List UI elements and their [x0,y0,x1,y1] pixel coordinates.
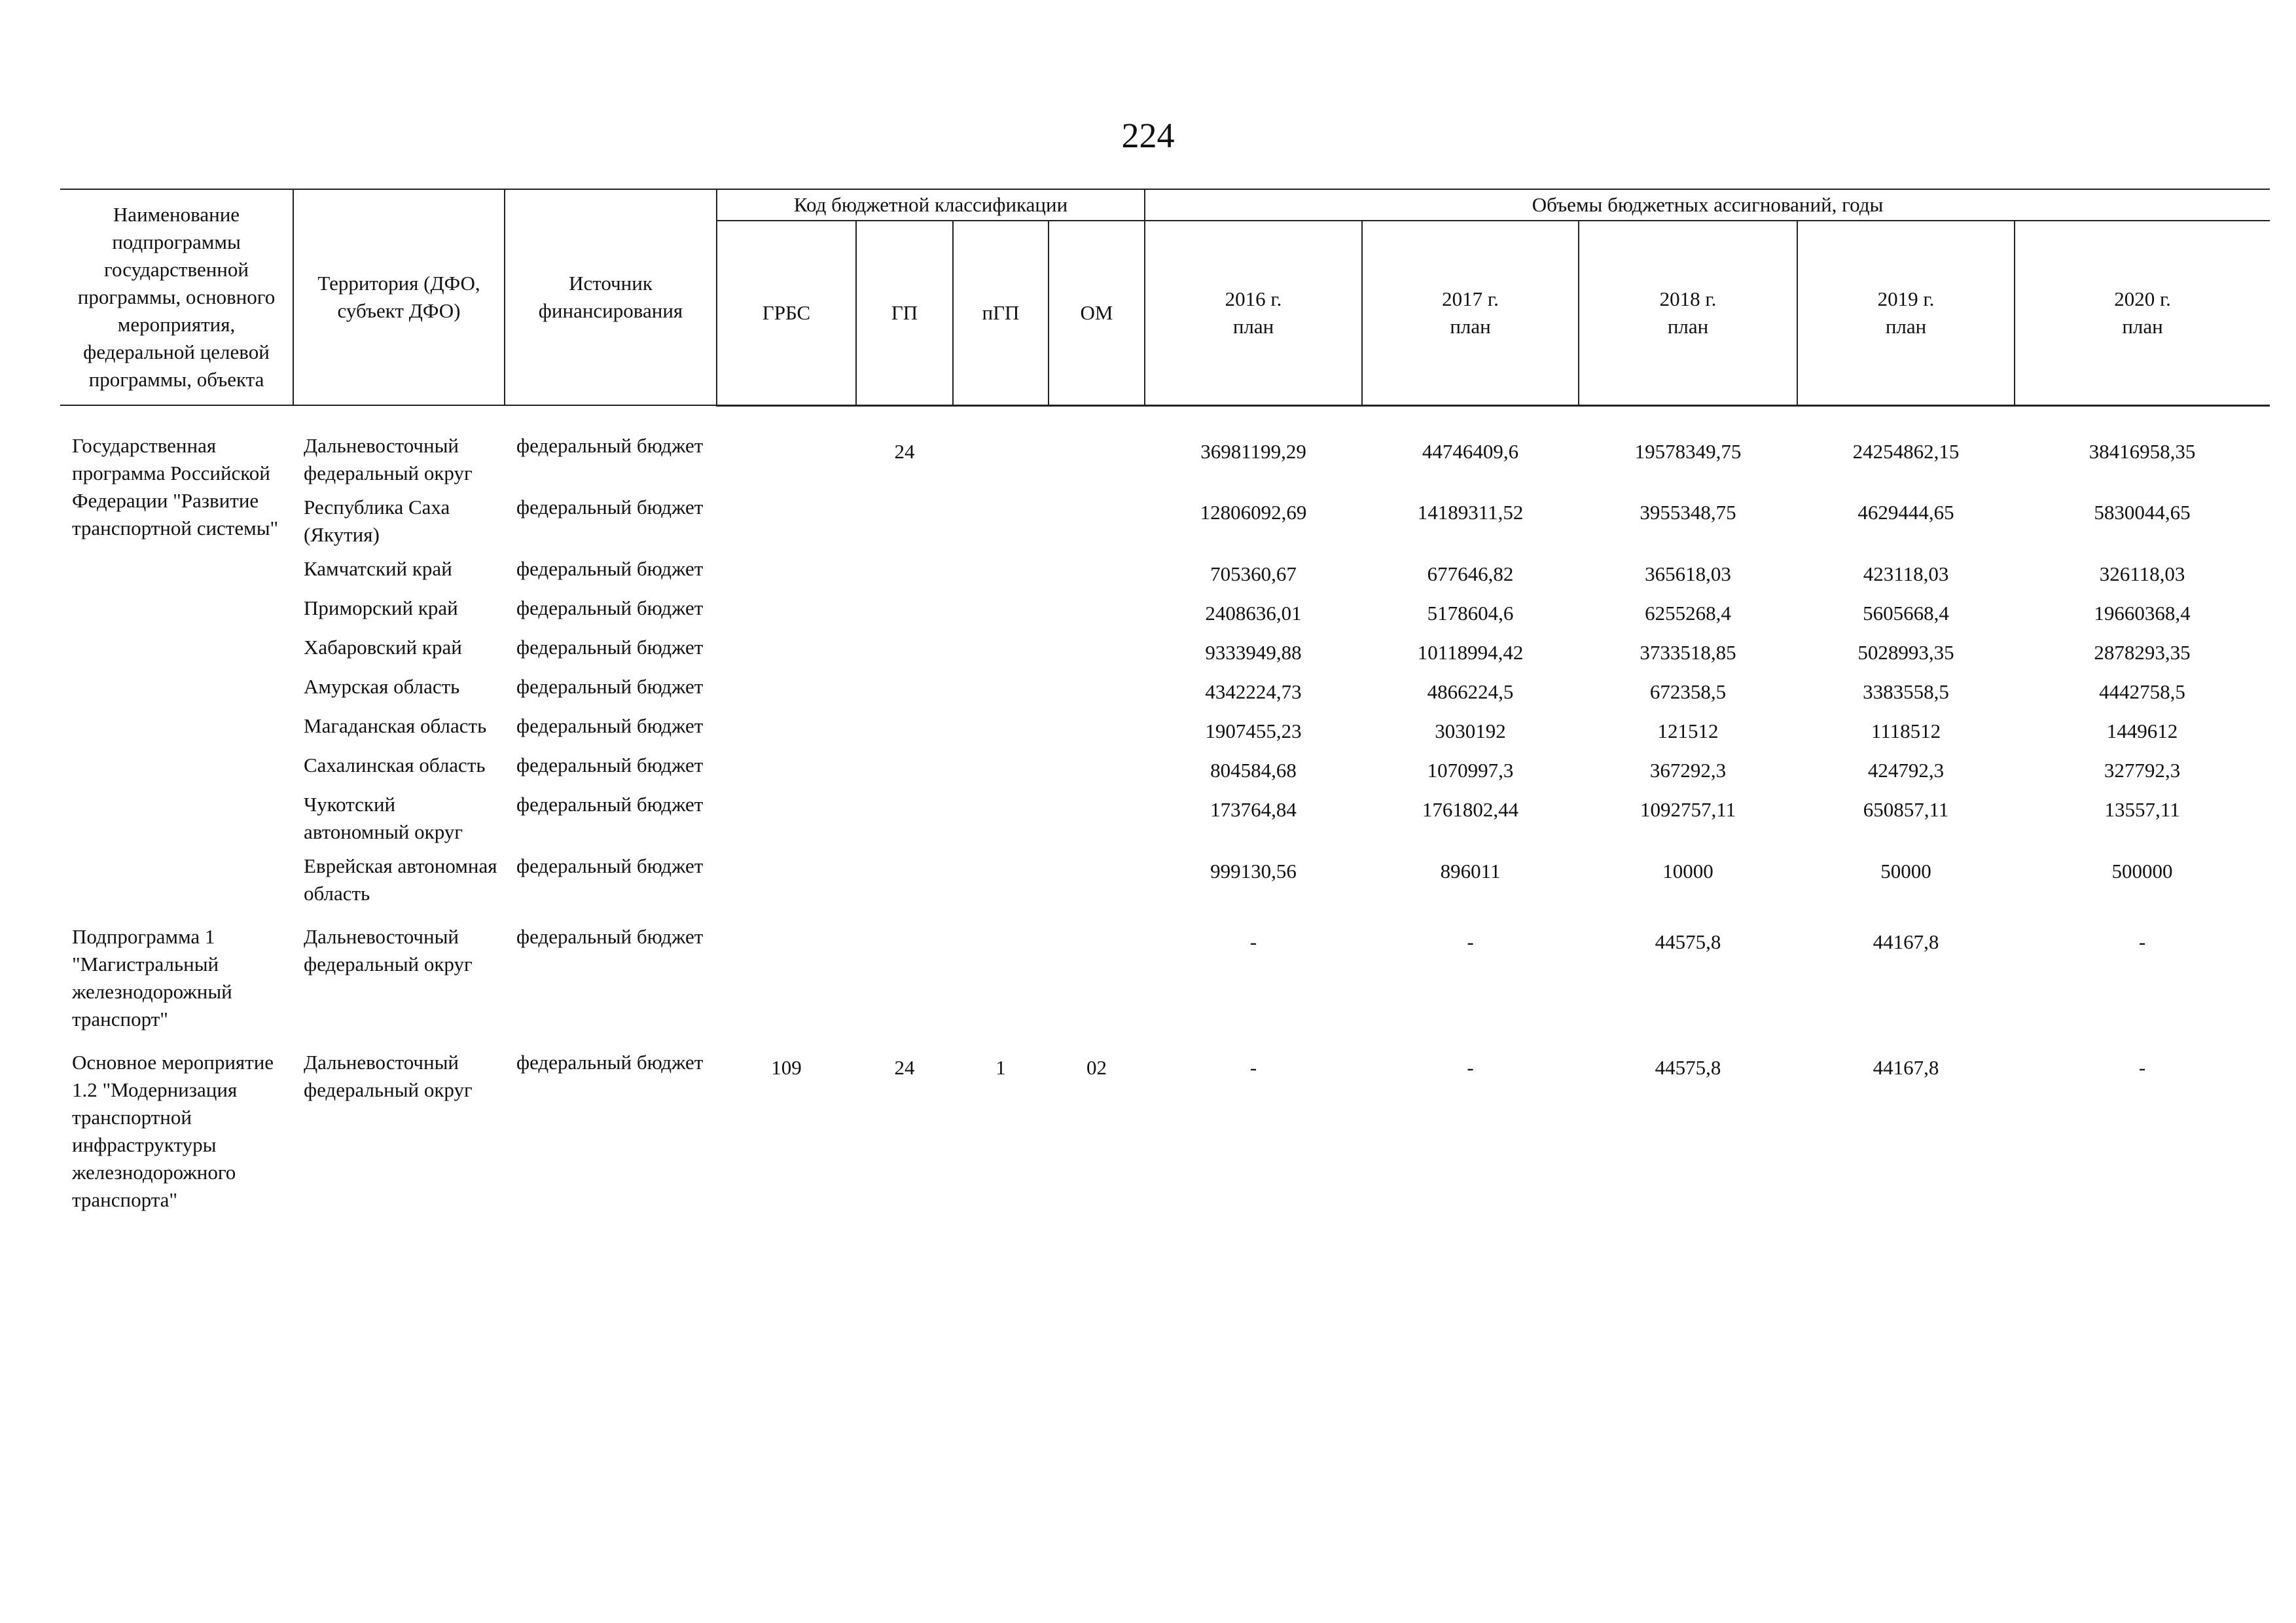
row-value-2018: 365618,03 [1645,562,1731,585]
row-value-2020: - [2138,1056,2146,1079]
row-code-om [1049,914,1145,1040]
row-value-2017: 3030192 [1435,720,1506,742]
row-value-2016: 705360,67 [1210,562,1297,585]
row-value-2016: 173764,84 [1210,798,1297,821]
row-source: федеральный бюджет [516,596,704,619]
row-value-2016: - [1249,930,1257,953]
row-name: Государственная программа Российской Федерации "Развитие транспортной системы" [72,434,279,539]
row-source: федеральный бюджет [516,925,704,948]
row-value-2018: 3733518,85 [1640,641,1736,664]
row-code-pgp: 1 [996,1056,1006,1079]
row-source: федеральный бюджет [516,557,704,580]
row-value-2019: 3383558,5 [1863,680,1949,703]
row-source: федеральный бюджет [516,754,704,776]
row-value-2016: 804584,68 [1210,759,1297,782]
row-value-2018: 367292,3 [1649,759,1727,782]
header-territory: Территория (ДФО, субъект ДФО) [293,189,505,405]
row-name: Подпрограмма 1 "Магистральный железнодорожный транспорт" [72,925,232,1030]
header-code-grbs: ГРБС [717,221,856,405]
row-value-2017: - [1467,1056,1474,1079]
row-source: федеральный бюджет [516,793,704,816]
row-source: федеральный бюджет [516,714,704,737]
row-value-2019: 5028993,35 [1857,641,1954,664]
row-value-2018: 10000 [1662,860,1713,883]
row-value-2019: 650857,11 [1863,798,1949,821]
row-territory: Сахалинская область [304,754,486,776]
row-territory: Дальневосточный федеральный округ [304,1051,473,1101]
row-value-2018: 44575,8 [1655,1056,1721,1079]
row-value-2019: 423118,03 [1863,562,1949,585]
row-territory: Магаданская область [304,714,487,737]
row-value-2019: 1118512 [1871,720,1941,742]
header-name: Наименование подпрограммы государственной программы, основного мероприятия, федеральной целевой программы, объекта [60,189,293,405]
row-value-2020: 19660368,4 [2094,602,2191,625]
row-value-2020: 38416958,35 [2089,439,2196,463]
row-code-gp [856,914,953,1040]
row-value-2016: 36981199,29 [1200,439,1306,463]
row-value-2020: - [2138,930,2146,953]
row-code-gp: 24 [894,439,915,463]
table-row [60,555,2270,594]
row-code-om [1049,405,1145,494]
header-code-group: Код бюджетной классификации [717,189,1145,221]
row-code-om: 02 [1086,1056,1107,1079]
row-value-2016: 999130,56 [1210,860,1297,883]
header-year-2019: 2019 г. план [1797,221,2015,405]
row-territory: Дальневосточный федеральный округ [304,925,473,976]
table-row [60,594,2270,634]
row-value-2018: 6255268,4 [1645,602,1731,625]
row-value-2018: 44575,8 [1655,930,1721,953]
row-value-2020: 2878293,35 [2094,641,2191,664]
row-territory: Амурская область [304,675,460,698]
row-value-2020: 1449612 [2106,720,2178,742]
row-territory: Республика Саха (Якутия) [304,496,450,546]
row-value-2018: 19578349,75 [1634,439,1742,463]
row-value-2016: - [1249,1056,1257,1079]
header-code-pgp: пГП [953,221,1049,405]
row-value-2017: 1070997,3 [1427,759,1514,782]
row-territory: Чукотский автономный округ [304,793,463,843]
row-territory: Хабаровский край [304,636,462,659]
row-value-2018: 1092757,11 [1640,798,1736,821]
row-value-2018: 672358,5 [1649,680,1727,703]
row-value-2019: 5605668,4 [1863,602,1949,625]
row-name: Основное мероприятие 1.2 "Модернизация транспортной инфраструктуры железнодорожного транспорта" [72,1051,274,1211]
row-value-2017: 44746409,6 [1422,439,1519,463]
row-value-2020: 13557,11 [2104,798,2180,821]
row-territory: Камчатский край [304,557,452,580]
row-territory: Приморский край [304,596,458,619]
table-row [60,752,2270,791]
header-code-gp: ГП [856,221,953,405]
row-code-pgp [953,405,1049,494]
row-value-2017: - [1467,930,1474,953]
row-territory: Дальневосточный федеральный округ [304,434,473,484]
row-code-grbs: 109 [771,1056,802,1079]
row-source: федеральный бюджет [516,434,704,457]
row-value-2019: 4629444,65 [1857,501,1954,524]
row-value-2019: 50000 [1880,860,1931,883]
row-value-2017: 896011 [1440,860,1501,883]
row-territory: Еврейская автономная область [304,854,497,905]
header-source: Источник финансирования [505,189,717,405]
header-year-2016: 2016 г. план [1145,221,1362,405]
budget-allocation-table [60,189,2270,1220]
page-number: 224 [1121,116,1175,155]
header-volume-group: Объемы бюджетных ассигнований, годы [1145,189,2270,221]
row-value-2016: 9333949,88 [1205,641,1302,664]
row-value-2016: 4342224,73 [1205,680,1302,703]
header-year-2017: 2017 г. план [1362,221,1579,405]
table-row [60,634,2270,673]
row-source: федеральный бюджет [516,675,704,698]
row-value-2019: 44167,8 [1873,930,1939,953]
row-code-grbs [717,405,856,494]
row-source: федеральный бюджет [516,496,704,519]
row-source: федеральный бюджет [516,1051,704,1074]
table-row [60,673,2270,712]
row-value-2019: 44167,8 [1873,1056,1939,1079]
table-row [60,712,2270,752]
row-value-2020: 4442758,5 [2099,680,2185,703]
header-code-om: ОМ [1049,221,1145,405]
row-value-2020: 500000 [2111,860,2173,883]
row-value-2017: 14189311,52 [1417,501,1524,524]
row-source: федеральный бюджет [516,854,704,877]
row-value-2016: 2408636,01 [1205,602,1302,625]
header-year-2020: 2020 г. план [2015,221,2270,405]
row-value-2017: 677646,82 [1427,562,1514,585]
row-value-2019: 424792,3 [1867,759,1945,782]
row-value-2018: 3955348,75 [1640,501,1736,524]
row-value-2017: 1761802,44 [1422,798,1519,821]
table-row [60,494,2270,555]
row-value-2019: 24254862,15 [1852,439,1960,463]
header-year-2018: 2018 г. план [1579,221,1797,405]
table-row [60,852,2270,914]
table-row [60,914,2270,1040]
row-code-gp: 24 [894,1056,915,1079]
row-value-2018: 121512 [1657,720,1719,742]
row-code-pgp [953,914,1049,1040]
table-row [60,791,2270,852]
row-source: федеральный бюджет [516,636,704,659]
row-value-2017: 4866224,5 [1427,680,1514,703]
row-code-grbs [717,914,856,1040]
row-value-2020: 327792,3 [2104,759,2181,782]
table-row [60,1040,2270,1220]
row-value-2016: 12806092,69 [1200,501,1307,524]
row-value-2020: 326118,03 [2099,562,2185,585]
row-value-2020: 5830044,65 [2094,501,2191,524]
table-row [60,405,2270,494]
row-value-2017: 10118994,42 [1417,641,1524,664]
row-value-2017: 5178604,6 [1427,602,1514,625]
row-value-2016: 1907455,23 [1205,720,1302,742]
